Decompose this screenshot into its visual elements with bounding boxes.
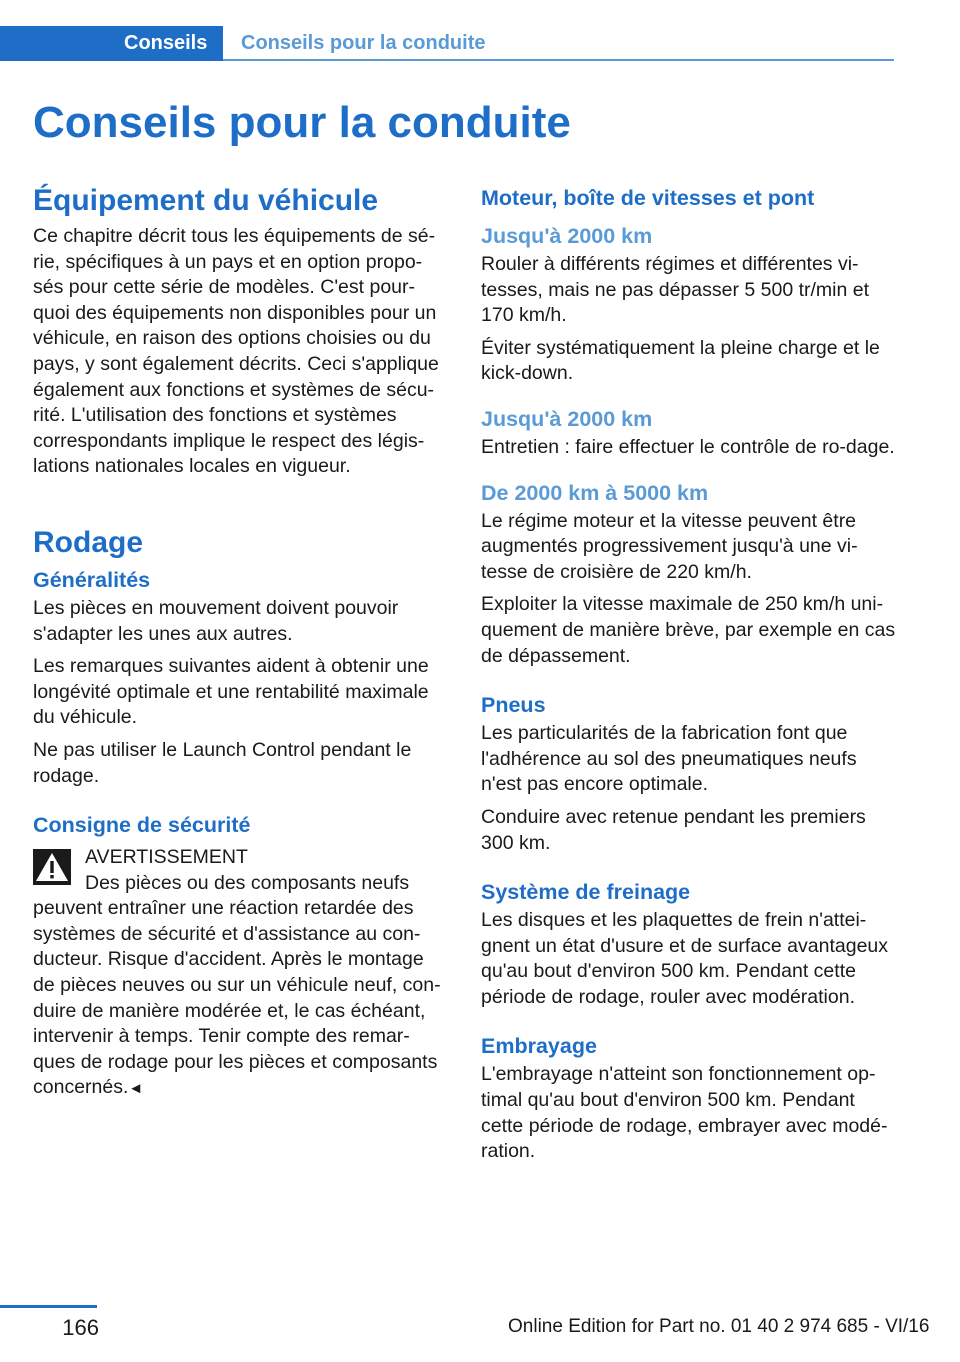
warning-label: AVERTISSEMENT: [85, 846, 248, 869]
paragraph-jusqua-1-1: Rouler à différents régimes et différentes vi-tesses, mais ne pas dépasser 5 500 tr/min et 170 km/h.: [481, 253, 870, 327]
heading-freinage: Système de freinage: [481, 880, 691, 905]
left-column: [33, 182, 448, 1102]
page-title: Conseils pour la conduite: [33, 98, 571, 147]
heading-pneus: Pneus: [481, 693, 546, 718]
paragraph-equipement: Ce chapitre décrit tous les équipements de sé-rie, spécifiques à un pays et en option propo-sés pour cette série de modèles. C'est pour-quoi des équipements non disponibles pour un véhicule, en raison des options choisies ou du pays, y sont également décrits. Ceci s'applique également aux fonctions et systèmes de sécu-rité. L'utilisation des fonctions et systèmes correspondants implique le respect des légis-lations nationales locales en vigueur.: [33, 225, 439, 478]
heading-jusqua-2000-1: Jusqu'à 2000 km: [481, 224, 653, 248]
paragraph-generalites-1: Les pièces en mouvement doivent pouvoir s'adapter les unes aux autres.: [33, 596, 399, 645]
edition-note: Online Edition for Part no. 01 40 2 974 685 - VI/16: [508, 1316, 930, 1337]
heading-embrayage: Embrayage: [481, 1034, 597, 1059]
heading-rodage: Rodage: [33, 525, 144, 559]
heading-de-2000-a-5000: De 2000 km à 5000 km: [481, 480, 709, 505]
tab-section[interactable]: Conseils: [0, 26, 223, 61]
paragraph-jusqua-1-2: Éviter systématiquement la pleine charge et le kick-down.: [481, 336, 880, 385]
tab-subsection[interactable]: Conseils pour la conduite: [241, 32, 486, 54]
paragraph-de-2000-2: Exploiter la vitesse maximale de 250 km/h uni-quement de manière brève, par exemple en cas de dépassement.: [481, 593, 896, 667]
heading-equipement: Équipement du véhicule: [33, 184, 379, 217]
page-header: [0, 0, 960, 64]
paragraph-pneus-1: Les particularités de la fabrication font que l'adhérence au sol des pneumatiques neufs n'est pas encore optimale.: [481, 722, 857, 796]
page-number: 166: [62, 1315, 99, 1340]
paragraph-generalites-3: Ne pas utiliser le Launch Control pendant le rodage.: [33, 738, 412, 787]
warning-first-line: Des pièces ou des composants neufs: [85, 871, 410, 894]
warning-box: [33, 845, 448, 1102]
heading-generalites: Généralités: [33, 567, 151, 592]
paragraph-pneus-2: Conduire avec retenue pendant les premiers 300 km.: [481, 805, 866, 854]
paragraph-embrayage-1: L'embrayage n'atteint son fonctionnement op-timal qu'au bout d'environ 500 km. Pendant cette période de rodage, embrayer avec modé-ration.: [481, 1063, 888, 1163]
heading-consigne-securite: Consigne de sécurité: [33, 813, 251, 838]
header-divider: [223, 59, 894, 61]
paragraph-jusqua-2-1: Entretien : faire effectuer le contrôle de ro-dage.: [481, 435, 895, 458]
end-mark-icon: ◄: [128, 1080, 144, 1098]
warning-text: peuvent entraîner une réaction retardée des systèmes de sécurité et d'assistance au con-ducteur. Risque d'accident. Après le montage de pièces neuves ou sur un véhicule neuf, con-duire de manière modérée et, le cas échéant, intervenir à temps. Tenir compte des remar-ques de rodage pour les pièces et composants concernés.: [33, 897, 441, 1099]
footer-divider: [0, 1305, 97, 1308]
paragraph-generalites-2: Les remarques suivantes aident à obtenir une longévité optimale et une rentabilité maximale du véhicule.: [33, 655, 429, 729]
paragraph-freinage-1: Les disques et les plaquettes de frein n'attei-gnent un état d'usure et de surface avantageux qu'au bout d'environ 500 km. Pendant cette période de rodage, rouler avec modération.: [481, 909, 889, 1008]
warning-triangle-icon: [33, 849, 71, 885]
heading-jusqua-2000-2: Jusqu'à 2000 km: [481, 406, 653, 431]
paragraph-de-2000-1: Le régime moteur et la vitesse peuvent être augmentés progressivement jusqu'à une vi-tesse de croisière de 220 km/h.: [481, 509, 858, 583]
heading-moteur: Moteur, boîte de vitesses et pont: [481, 186, 815, 210]
right-column: [481, 182, 899, 1172]
